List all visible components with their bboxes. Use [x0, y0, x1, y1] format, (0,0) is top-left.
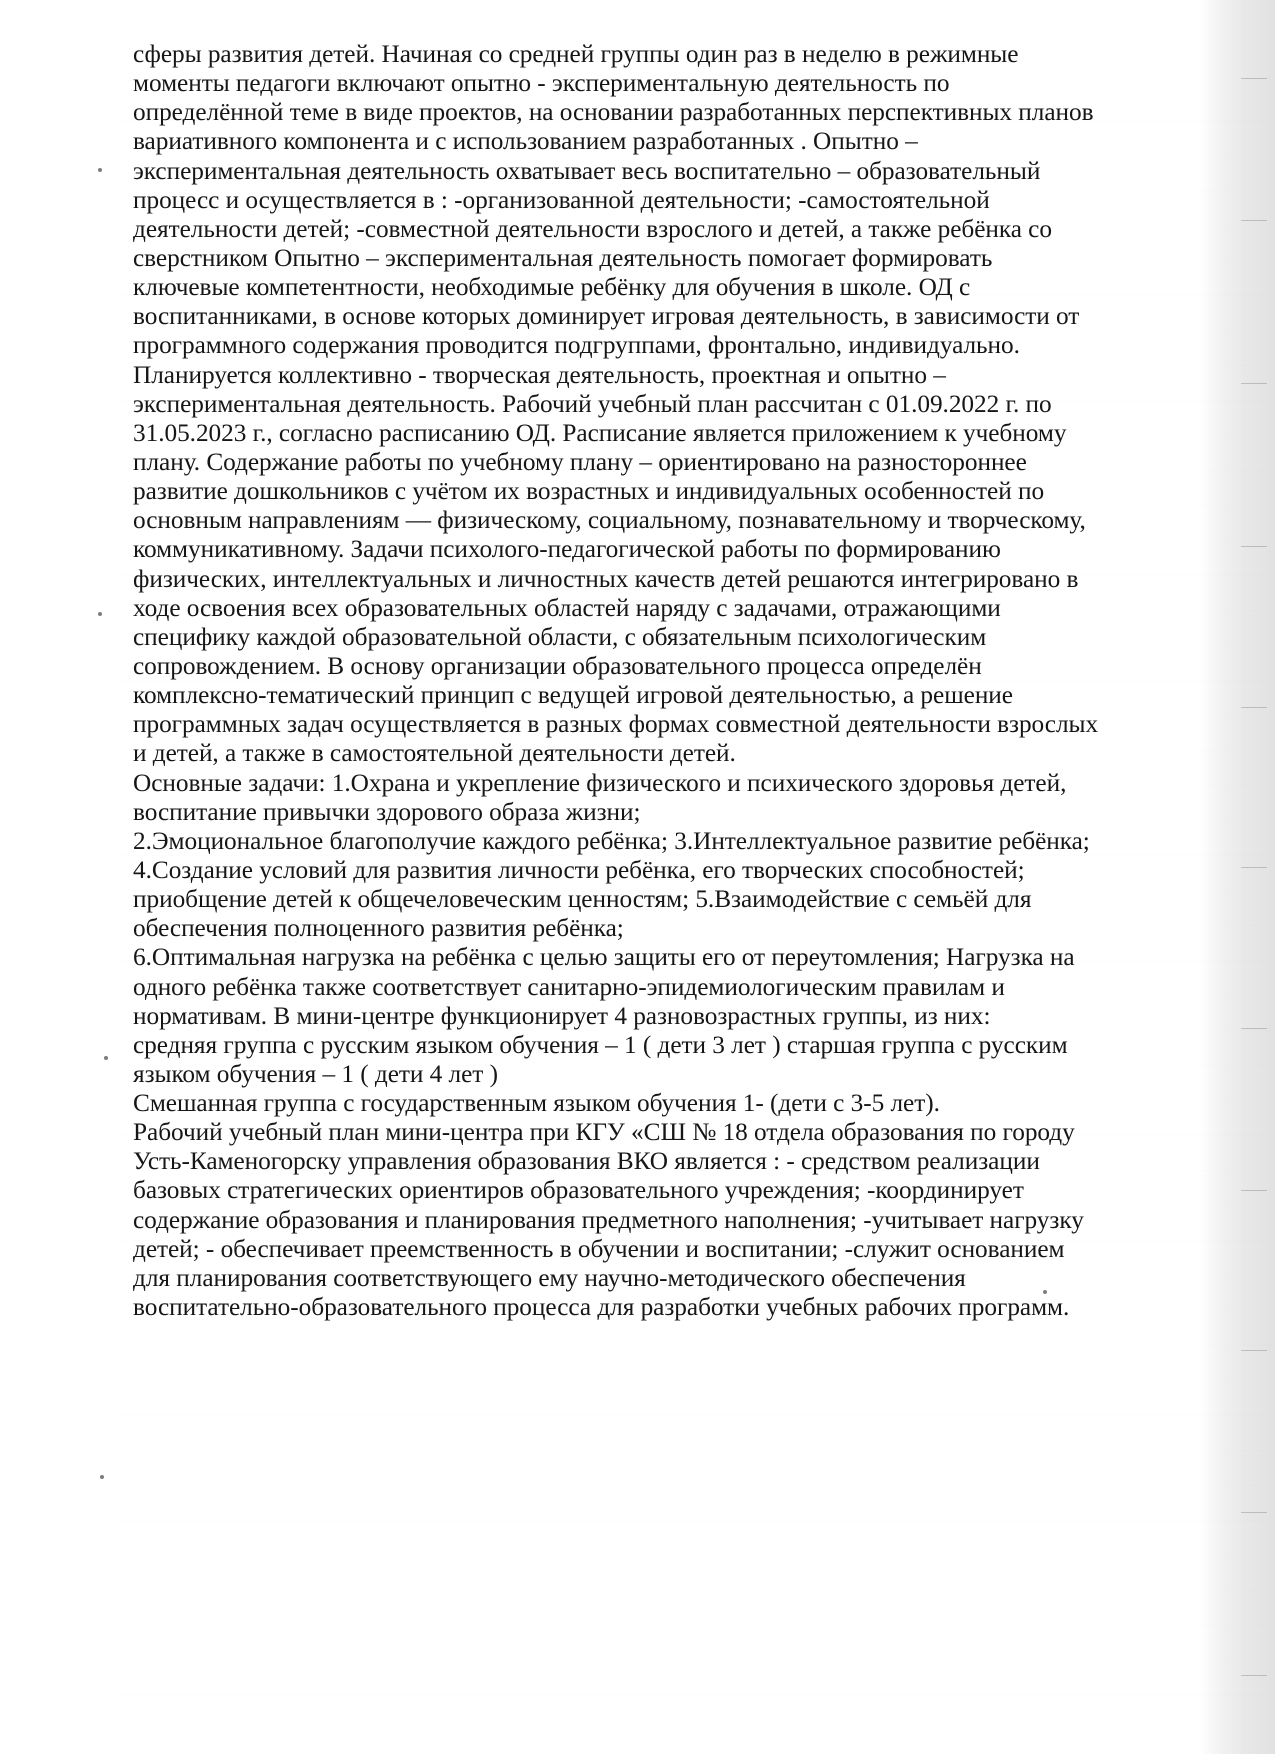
- text-line: воспитанниками, в основе которых доминирует игровая деятельность, в зависимости от: [133, 302, 1080, 331]
- document-body: [133, 40, 1261, 1322]
- text-line: плану. Содержание работы по учебному плану – ориентировано на разностороннее: [133, 447, 1027, 476]
- text-line: программного содержания проводится подгруппами, фронтально, индивидуально.: [133, 331, 1020, 360]
- text-line: программных задач осуществляется в разных формах совместной деятельности взрослых: [133, 710, 1099, 739]
- bleed-line: [119, 1555, 1270, 1590]
- text-line: ходе освоения всех образовательных областей наряду с задачами, отражающими: [133, 593, 1001, 622]
- scan-speck: [98, 612, 102, 616]
- text-line: 6.Оптимальная нагрузка на ребёнка с целью защиты его от переутомления; Нагрузка на: [133, 943, 1075, 972]
- text-line: для планирования соответствующего ему научно-методического обеспечения: [133, 1263, 966, 1292]
- text-line: сверстником Опытно – экспериментальная деятельность помогает формировать: [133, 243, 993, 272]
- text-line: воспитание привычки здорового образа жизни;: [133, 797, 641, 826]
- text-line: нормативам. В мини-центре функционирует 4 разновозрастных группы, из них:: [133, 1001, 991, 1030]
- text-line: определённой теме в виде проектов, на основании разработанных перспективных планов: [133, 98, 1094, 127]
- text-line: деятельности детей; -совместной деятельности взрослого и детей, а также ребёнка со: [133, 214, 1052, 243]
- text-line: базовых стратегических ориентиров образовательного учреждения; -координирует: [133, 1176, 1024, 1205]
- text-line: языком обучения – 1 ( дети 4 лет ): [133, 1059, 498, 1088]
- text-line: 2.Эмоциональное благополучие каждого ребёнка; 3.Интеллектуальное развитие ребёнка;: [133, 826, 1090, 855]
- text-line: 31.05.2023 г., согласно расписанию ОД. Расписание является приложением к учебному: [133, 418, 1067, 447]
- text-line: одного ребёнка также соответствует санитарно-эпидемиологическим правилам и: [133, 972, 1005, 1001]
- text-line: Усть-Каменогорску управления образования ВКО является : - средством реализации: [133, 1147, 1040, 1176]
- scan-speck: [104, 1056, 108, 1060]
- text-line: физических, интеллектуальных и личностных качеств детей решаются интегрировано в: [133, 564, 1079, 593]
- text-line: процесс и осуществляется в : -организованной деятельности; -самостоятельной: [133, 185, 990, 214]
- scan-speck: [98, 168, 102, 172]
- text-line: Рабочий учебный план мини-центра при КГУ «СШ № 18 отдела образования по городу: [133, 1118, 1075, 1147]
- text-line: воспитательно-образовательного процесса для разработки учебных рабочих программ.: [133, 1293, 1070, 1322]
- text-line: Основные задачи: 1.Охрана и укрепление физического и психического здоровья детей,: [133, 768, 1067, 797]
- text-line: основным направлениям — физическому, социальному, познавательному и творческому,: [133, 506, 1086, 535]
- text-line: моменты педагоги включают опытно - экспериментальную деятельность по: [133, 69, 950, 98]
- text-line: Смешанная группа с государственным языком обучения 1- (дети с 3-5 лет).: [133, 1089, 940, 1118]
- bleed-line: [119, 1415, 1270, 1450]
- edge-mark: [1241, 1512, 1267, 1513]
- scan-speck: [100, 1475, 104, 1479]
- edge-mark: [1241, 1350, 1267, 1351]
- text-line: Планируется коллективно - творческая деятельность, проектная и опытно –: [133, 360, 946, 389]
- bleed-line: [119, 1520, 1270, 1555]
- bleed-line: [119, 1590, 1270, 1625]
- text-line: и детей, а также в самостоятельной деятельности детей.: [133, 739, 736, 768]
- text-line: экспериментальная деятельность. Рабочий учебный план рассчитан с 01.09.2022 г. по: [133, 389, 1052, 418]
- text-line: комплексно-тематический принцип с ведущей игровой деятельностью, а решение: [133, 681, 1013, 710]
- text-line: обеспечения полноценного развития ребёнка;: [133, 914, 624, 943]
- bleed-line: [119, 1625, 1270, 1660]
- text-line: сферы развития детей. Начиная со средней группы один раз в неделю в режимные: [133, 40, 1019, 68]
- text-line: развитие дошкольников с учётом их возрастных и индивидуальных особенностей по: [133, 477, 1045, 506]
- text-line: специфику каждой образовательной области, с обязательным психологическим: [133, 622, 987, 651]
- text-line: содержание образования и планирования предметного наполнения; -учитывает нагрузку: [133, 1205, 1084, 1234]
- text-line: ключевые компетентности, необходимые ребёнку для обучения в школе. ОД с: [133, 273, 971, 302]
- bleed-line: [119, 1450, 1270, 1485]
- text-line: средняя группа с русским языком обучения – 1 ( дети 3 лет ) старшая группа с русским: [133, 1030, 1068, 1059]
- text-line: экспериментальная деятельность охватывает весь воспитательно – образовательный: [133, 156, 1041, 185]
- text-line: детей; - обеспечивает преемственность в обучении и воспитании; -служит основанием: [133, 1234, 1065, 1263]
- text-line: сопровождением. В основу организации образовательного процесса определён: [133, 651, 982, 680]
- text-line: коммуникативному. Задачи психолого-педагогической работы по формированию: [133, 535, 1001, 564]
- bleed-line: [119, 1380, 1270, 1415]
- bleed-line: [119, 1345, 1270, 1380]
- bleed-line: [119, 1695, 1270, 1730]
- text-line: вариативного компонента и с использованием разработанных . Опытно –: [133, 127, 918, 156]
- bleed-line: [119, 1660, 1270, 1695]
- text-line: 4.Создание условий для развития личности ребёнка, его творческих способностей;: [133, 855, 1025, 884]
- text-line: приобщение детей к общечеловеческим ценностям; 5.Взаимодействие с семьёй для: [133, 885, 1032, 914]
- edge-mark: [1241, 1675, 1267, 1676]
- bleed-line: [119, 1485, 1270, 1520]
